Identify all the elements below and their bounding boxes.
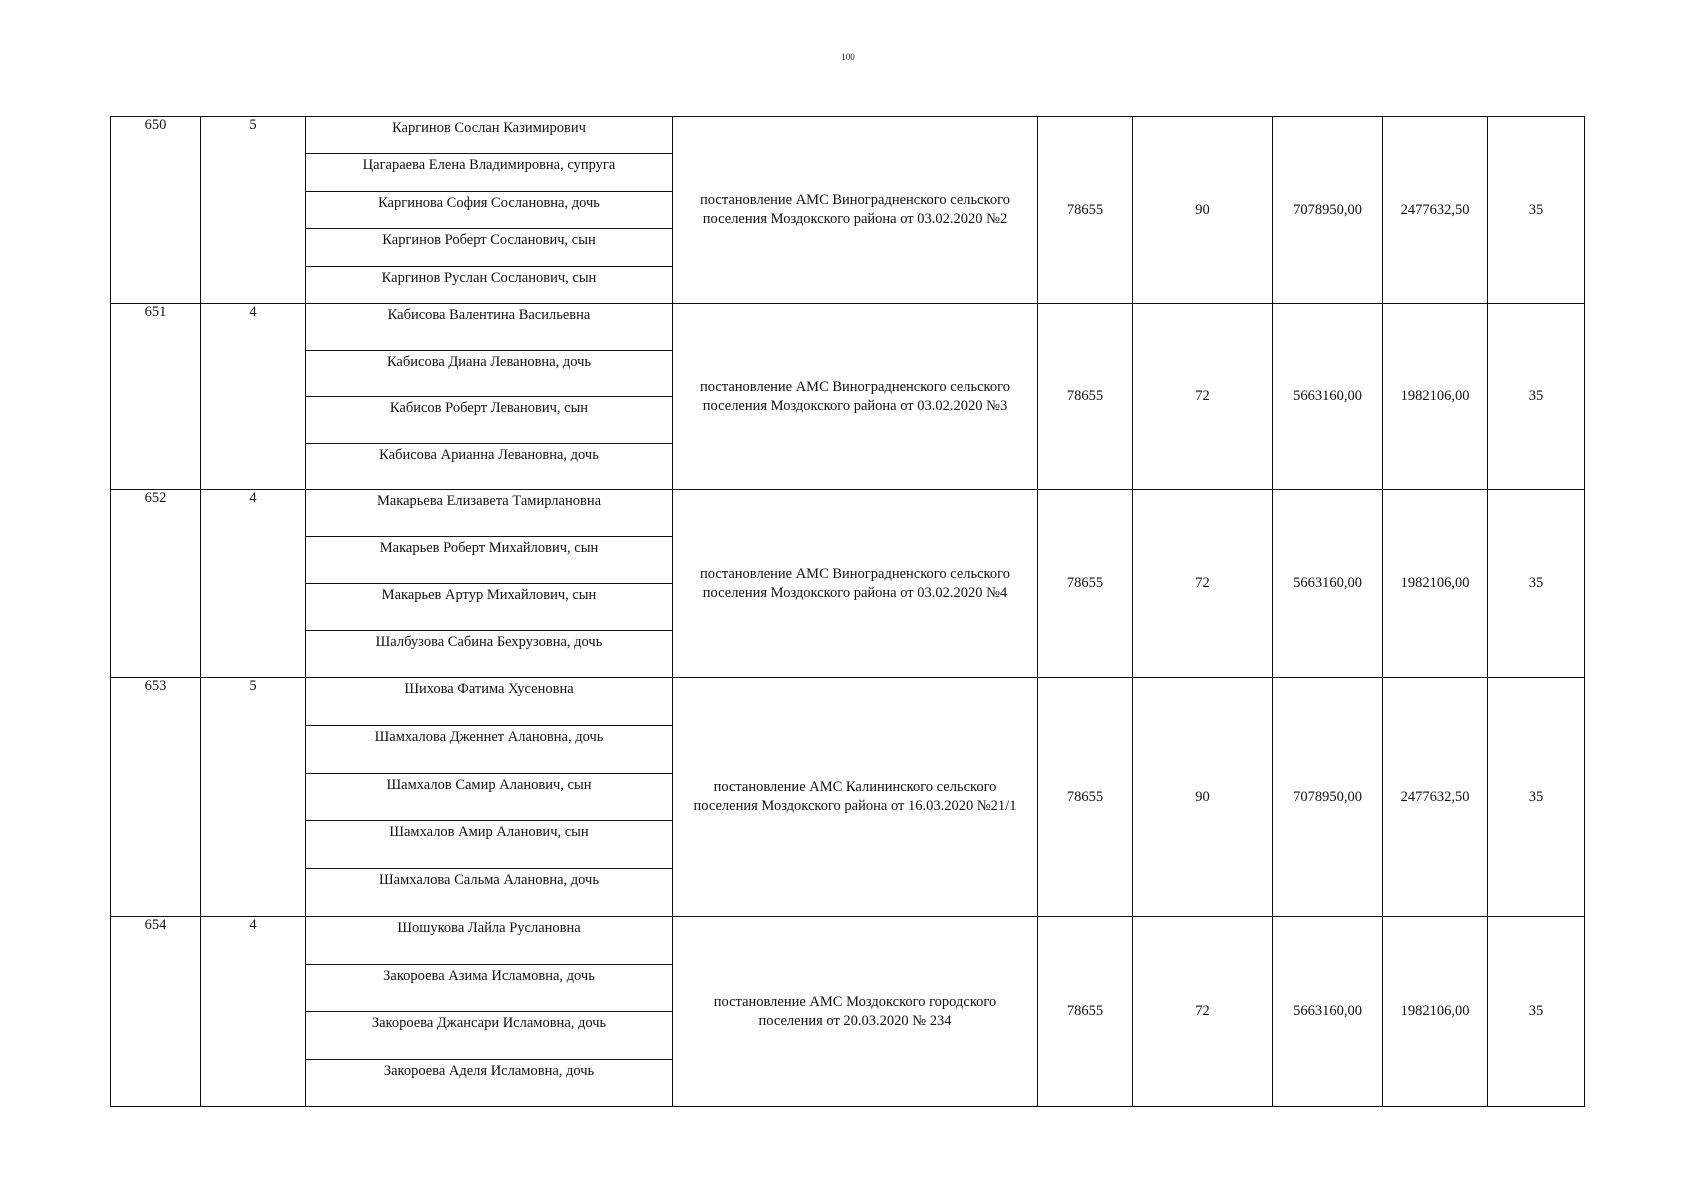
person-name: Шамхалова Сальма Алановна, дочь [306,868,672,916]
family-members [306,117,673,304]
person-name: Каргинов Роберт Сосланович, сын [306,228,672,265]
basis-line: поселения Моздокского района от 16.03.2020 №21/1 [693,798,1017,814]
payment-amount: 1982106,00 [1383,917,1488,1107]
record-number: 653 [111,678,201,917]
payment-amount: 1982106,00 [1383,304,1488,490]
family-size: 4 [201,917,306,1107]
person-name: Кабисова Валентина Васильевна [387,307,591,323]
basis-line: поселения Моздокского района от 03.02.2020 №4 [702,584,1008,601]
total-cost: 7078950,00 [1273,678,1383,917]
family-size: 4 [201,304,306,490]
basis-document [673,117,1038,304]
family-members [306,678,673,917]
percent: 35 [1488,490,1585,678]
person-name: Закороева Азима Исламовна, дочь [306,964,672,1012]
person-name: Шошукова Лайла Руслановна [397,920,581,936]
table-row [111,678,1585,917]
area: 72 [1133,490,1273,678]
person-name: Кабисов Роберт Леванович, сын [306,396,672,443]
area: 72 [1133,917,1273,1107]
basis-line: постановление АМС Виноградненского сельского [700,565,1010,582]
person-name: Каргинов Сослан Казимирович [392,120,586,136]
basis-document [673,490,1038,678]
person-name: Шамхалова Дженнет Алановна, дочь [306,725,672,773]
basis-line: постановление АМС Виноградненского сельского [700,378,1010,395]
area: 72 [1133,304,1273,490]
area: 90 [1133,117,1273,304]
family-size: 5 [201,117,306,304]
norm-cost: 78655 [1038,678,1133,917]
payment-amount: 2477632,50 [1383,117,1488,304]
norm-cost: 78655 [1038,490,1133,678]
person-name: Макарьев Роберт Михайлович, сын [306,536,672,583]
table-row [111,117,1585,304]
record-number: 651 [111,304,201,490]
area: 90 [1133,678,1273,917]
record-number: 650 [111,117,201,304]
family-members [306,490,673,678]
percent: 35 [1488,117,1585,304]
person-name: Каргинова София Сослановна, дочь [306,191,672,228]
basis-line: поселения от 20.03.2020 № 234 [758,1012,952,1029]
person-name: Кабисова Арианна Левановна, дочь [306,443,672,490]
person-name: Макарьева Елизавета Тамирлановна [376,493,602,509]
person-name: Кабисова Диана Левановна, дочь [306,350,672,397]
page-number: 100 [841,52,855,62]
family-members [306,917,673,1107]
table-row [111,490,1585,678]
basis-document [673,304,1038,490]
table-row [111,304,1585,490]
basis-line: постановление АМС Моздокского городского [713,993,997,1010]
person-name: Каргинов Руслан Сосланович, сын [306,266,672,303]
norm-cost: 78655 [1038,917,1133,1107]
record-number: 654 [111,917,201,1107]
person-name: Шихова Фатима Хусеновна [404,681,574,697]
payment-amount: 1982106,00 [1383,490,1488,678]
percent: 35 [1488,678,1585,917]
basis-line: постановление АМС Калининского сельского [713,779,997,795]
total-cost: 5663160,00 [1273,917,1383,1107]
family-size: 5 [201,678,306,917]
person-name: Макарьев Артур Михайлович, сын [306,583,672,630]
family-members [306,304,673,490]
person-name: Цагараева Елена Владимировна, супруга [306,153,672,190]
person-name: Шамхалов Амир Аланович, сын [306,820,672,868]
person-name: Закороева Джансари Исламовна, дочь [306,1011,672,1059]
total-cost: 5663160,00 [1273,304,1383,490]
payment-amount: 2477632,50 [1383,678,1488,917]
basis-line: постановление АМС Виноградненского сельского [700,192,1010,208]
percent: 35 [1488,917,1585,1107]
total-cost: 7078950,00 [1273,117,1383,304]
basis-line: поселения Моздокского района от 03.02.2020 №2 [702,211,1008,227]
percent: 35 [1488,304,1585,490]
person-name: Шалбузова Сабина Бехрузовна, дочь [306,630,672,677]
person-name: Закороева Аделя Исламовна, дочь [306,1059,672,1107]
family-size: 4 [201,490,306,678]
total-cost: 5663160,00 [1273,490,1383,678]
record-number: 652 [111,490,201,678]
basis-line: поселения Моздокского района от 03.02.2020 №3 [702,397,1008,414]
basis-document [673,678,1038,917]
basis-document [673,917,1038,1107]
families-table [110,116,1585,1107]
person-name: Шамхалов Самир Аланович, сын [306,773,672,821]
table-row [111,917,1585,1107]
norm-cost: 78655 [1038,117,1133,304]
norm-cost: 78655 [1038,304,1133,490]
